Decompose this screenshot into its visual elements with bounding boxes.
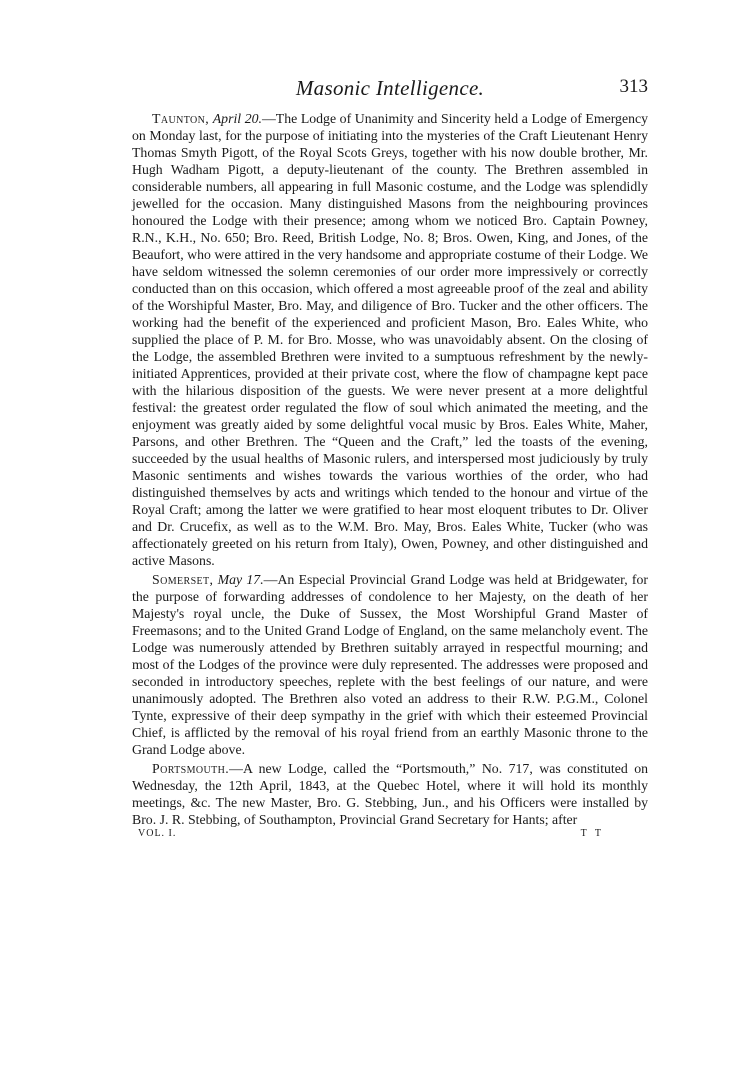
running-header — [132, 76, 648, 110]
page-body — [132, 76, 648, 846]
paragraph-text: —The Lodge of Unanimity and Sincerity held a Lodge of Emergency on Monday last, for the purpose of initiating into the mysteries of the Craft Lieutenant Henry Thomas Smyth Pigott, of the Royal Scots Greys, together with his now double brother, Mr. Hugh Wadham Pigott, a deputy-lieutenant of the county. The Brethren assembled in considerable numbers, all appearing in full Masonic costume, and the Lodge was splendidly jewelled for the occasion. Many distinguished Masons from the neighbouring provinces honoured the Lodge with their presence; among whom we noticed Bro. Captain Powney, R.N., K.H., No. 650; Bro. Reed, British Lodge, No. 8; Bros. Owen, King, and Jones, of the Beaufort, who were attired in the very handsome and appropriate costume of their Lodge. We have seldom witnessed the solemn ceremonies of our order more impressively or correctly conducted than on this occasion, which offered a most agreeable proof of the zeal and ability of the Worshipful Master, Bro. May, and diligence of Bro. Tucker and the other officers. The working had the benefit of the experienced and proficient Mason, Bro. Eales White, who supplied the place of P. M. for Bro. Mosse, who was unavoidably absent. On the closing of the Lodge, the assembled Brethren were invited to a sumptuous refreshment by the newly-initiated Apprentices, provided at their private cost, where the flow of champagne kept pace with the hilarious disposition of the guests. We were never present at a more delightful festival: the greatest order regulated the flow of soul which animated the meeting, and the enjoyment was greatly aided by some delightful vocal music by Bros. Eales White, Maher, Parsons, and other Brethren. The “Queen and the Craft,” led the toasts of the evening, succeeded by the usual healths of Masonic rulers, and interspersed most judiciously by truly Masonic sentiments and wishes towards the various worthies of the order, who had distinguished themselves by acts and writings which tended to the honour and virtue of the Royal Craft; among the latter we were gratified to hear most eloquent tributes to Dr. Oliver and Dr. Crucefix, as well as to the W.M. Bro. May, Bros. Eales White, Tucker (who was affectionately greeted on his return from Italy), Owen, Powney, and other distinguished and active Masons. — [132, 111, 648, 568]
paragraph-place: Somerset, — [152, 572, 214, 587]
paragraph-place: Portsmouth. — [152, 761, 230, 776]
paragraph-date: May 17. — [217, 572, 264, 587]
paragraph-somerset — [132, 571, 648, 758]
paragraph-text: —A new Lodge, called the “Portsmouth,” No. 717, was constituted on Wednesday, the 12th April, 1843, at the Quebec Hotel, where it will hold its monthly meetings, &c. The new Master, Bro. G. Stebbing, Jun., and his Officers were installed by Bro. J. R. Stebbing, of Southampton, Provincial Grand Secretary for Hants; after — [132, 761, 648, 827]
paragraph-text: —An Especial Provincial Grand Lodge was held at Bridgewater, for the purpose of forwarding addresses of condolence to her Majesty, on the death of her Majesty's royal uncle, the Duke of Sussex, the Most Worshipful Grand Master of Freemasons; and to the United Grand Lodge of England, on the same melancholy event. The Lodge was numerously attended by Brethren suitably arrayed in respectful mourning; and most of the Lodges of the province were duly represented. The addresses were proposed and seconded in introductory speeches, replete with the best feelings of our nature, and were unanimously adopted. The Brethren also voted an address to their R.W. P.G.M., Colonel Tynte, expressive of their deep sympathy in the grief with which their esteemed Provincial Chief, is afflicted by the removal of his royal friend from an earthly Masonic throne to the Grand Lodge above. — [132, 572, 649, 757]
running-title: Masonic Intelligence. — [295, 76, 485, 100]
volume-label: VOL. I. — [138, 828, 177, 839]
paragraph-portsmouth — [132, 760, 648, 828]
signature-mark: T T — [580, 828, 604, 839]
page-number: 313 — [619, 76, 648, 97]
page-footer — [132, 828, 648, 846]
paragraph-place: Taunton, — [152, 111, 210, 126]
paragraph-taunton — [132, 110, 648, 569]
paragraph-date: April 20. — [212, 111, 262, 126]
